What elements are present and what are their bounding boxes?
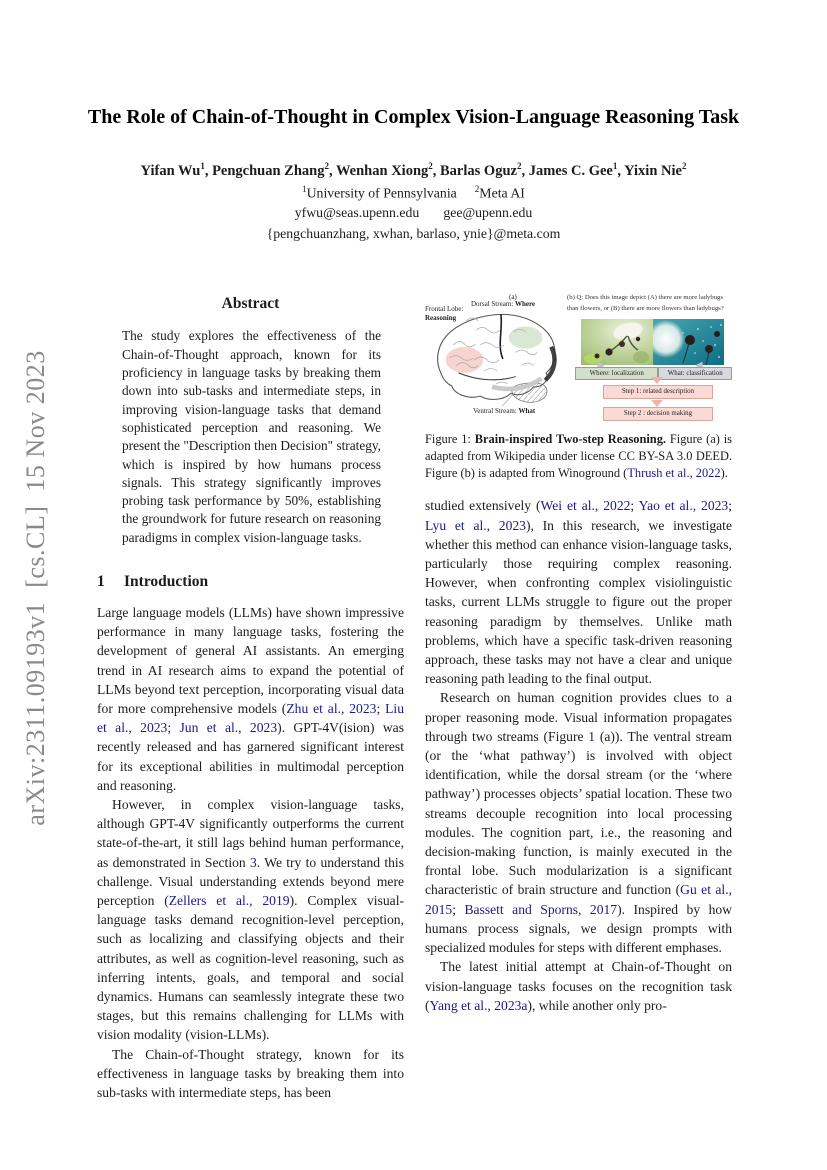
section-number: 1 <box>97 572 105 590</box>
arrow-to-step1 <box>651 377 663 384</box>
citation-link[interactable]: Zellers et al., 2019 <box>168 893 290 909</box>
figure-1a-brain-diagram <box>425 293 565 419</box>
section-title: Introduction <box>124 572 209 590</box>
ventral-stream-label-bold: What <box>518 407 536 416</box>
figure-question <box>567 293 732 314</box>
what-classification-box: What: classification <box>658 367 732 380</box>
figure-1-caption: Figure 1: Brain-inspired Two-step Reasoning. Figure (a) is adapted from Wikipedia under license CC BY-SA 3.0 DEED. Figure (b) is adapted from Winoground (Thrush et al., 2022). <box>425 432 732 481</box>
abstract-text: The study explores the effectiveness of the Chain-of-Thought approach, known for its proficiency in language tasks by breaking them down into sub-tasks and intermediate steps, in improving vision-language tasks that demand sophisticated perception and reasoning. We present the "Description then Decision" strategy, which is inspired by how humans process signals. This strategy significantly improves probing task performance by 50%, establishing the groundwork for future research on reasoning paradigms in complex vision-language tasks. <box>122 328 381 545</box>
author-name: Barlas Oguz <box>440 162 517 179</box>
panel-a-tag: (a) <box>509 293 517 302</box>
section-heading-introduction <box>97 573 404 591</box>
frontal-lobe-label-bold: Reasoning <box>425 313 457 322</box>
ventral-stream-label-text: Ventral Stream: <box>473 407 519 416</box>
citation-link[interactable]: Bassett and Sporns, 2017 <box>464 901 618 917</box>
affiliation-line: $^1$University of Pennsylvania $^2$Meta AI <box>302 183 525 201</box>
left-column <box>97 293 404 1102</box>
author-name: Wenhan Xiong <box>335 162 429 179</box>
figure-1b-pipeline <box>565 293 732 419</box>
author-line: Yifan Wu$^1$, Pengchuan Zhang$^2$, Wenhan Xiong$^2$, Barlas Oguz$^2$, James C. Gee$^1$, Yixin Nie$^2$ <box>140 161 687 179</box>
frontal-lobe-label-text: Frontal Lobe: <box>425 305 464 314</box>
author-name: Yifan Wu <box>140 162 201 179</box>
citation-link[interactable]: Thrush et al., 2022 <box>627 466 721 481</box>
citation-link[interactable]: 1 <box>588 728 596 744</box>
affiliation-name: Meta AI <box>479 185 525 201</box>
paragraph: The latest initial attempt at Chain-of-Thought on vision-language tasks focuses on the recognition task (Yang et al., 2023a), while another only pro- <box>425 959 732 1013</box>
frontal-lobe-label <box>425 305 463 322</box>
figure-question-line2: than flowers, or (B) there are more flowers than ladybugs? <box>567 304 724 312</box>
figure-1 <box>425 293 732 419</box>
paper-header <box>0 0 827 243</box>
citation-link[interactable]: Yang et al., 2023a <box>429 997 528 1013</box>
paragraph: The Chain-of-Thought strategy, known for its effectiveness in language tasks by breaking them into sub-tasks with intermediate steps, has been <box>97 1046 404 1101</box>
affiliation-name: University of Pennsylvania <box>306 185 457 201</box>
citation-link[interactable]: Lyu et al., 2023 <box>425 517 526 533</box>
two-column-body <box>0 293 827 1102</box>
email-line-2: {pengchuanzhang, xwhan, barlaso, ynie}@meta.com <box>266 226 561 242</box>
right-column <box>425 293 732 1102</box>
citation-link[interactable]: Jun et al., 2023 <box>179 720 278 736</box>
author-name: James C. Gee <box>528 162 613 179</box>
citation-link[interactable]: Liu et al., 2023 <box>97 701 404 736</box>
paragraph: Research on human cognition provides clues to a proper reasoning mode. Visual information propagates through two streams (Figure 1 (a)). The ventral stream (or the ‘what pathway’) is involved with object identification, while the dorsal stream (or the ‘where pathway’) processes objects’ spatial location. These two streams decouple recognition into local processing modules. The cognition part, i.e., the reasoning and decision-making function, is mainly executed in the frontal lobe. Such modularization is a significant characteristic of brain structure and function (Gu et al., 2015; Bassett and Sporns, 2017). Inspired by how humans process signals, we design prompts with specialized modules for steps with different emphases. <box>425 690 732 956</box>
dorsal-stream-label <box>471 300 535 309</box>
citation-link[interactable]: Gu et al., 2015 <box>425 882 732 917</box>
right-column-paragraphs <box>425 496 732 1014</box>
ladybug-photo-left <box>581 319 653 365</box>
paragraph: However, in complex vision-language tasks, although GPT-4V significantly outperforms the current state-of-the-art, it still lags behind human performance, as demonstrated in Section 3. We try to understand this challenge. Visual understanding extends beyond mere perception (Zellers et al., 2019). Complex visual-language tasks demand recognition-level perception, such as localizing and classifying objects and their attributes, as well as cognition-level reasoning, such as inferring intents, goals, and temporal and social dynamics. Humans can seamlessly integrate these two stages, but this remains challenging for LLMs with vision modality (vision-LLMs). <box>97 797 405 1043</box>
sylvian-fissure <box>459 373 516 380</box>
ventral-stream-label <box>473 407 535 416</box>
bold-text: Brain-inspired Two-step Reasoning. <box>474 432 666 447</box>
central-sulcus <box>500 315 503 360</box>
ventral-label-pointer <box>502 392 516 407</box>
arxiv-watermark: arXiv:2311.09193v1 [cs.CL] 15 Nov 2023 <box>21 350 50 826</box>
where-localization-box: Where: localization <box>575 367 658 380</box>
author-name: Yixin Nie <box>624 162 682 179</box>
step1-box: Step 1: related description <box>603 385 713 399</box>
dorsal-stream-label-text: Dorsal Stream: <box>471 300 515 309</box>
step2-box: Step 2 : decision making <box>603 407 713 421</box>
email-line-1 <box>0 203 827 222</box>
arrow-to-step2 <box>651 400 663 407</box>
dorsal-stream-highlight <box>509 327 543 349</box>
email-second: gee@upenn.edu <box>443 205 533 221</box>
left-column-paragraphs <box>97 603 404 1102</box>
paragraph: studied extensively (Wei et al., 2022; Yao et al., 2023; Lyu et al., 2023), In this research, we investigate whether this method can enhance vision-language tasks, particularly those requiring complex reasoning. However, when confronting complex visiolinguistic tasks, current LLMs struggle to figure out the proper reasoning paradigm by themselves. Unlike math problems, which have a specific task-driven reasoning approach, these tasks may not have a clear and unique reasoning path leading to the final output. <box>425 498 733 687</box>
abstract-heading: Abstract <box>221 295 280 313</box>
citation-link[interactable]: Yao et al., 2023 <box>638 498 729 514</box>
citation-link[interactable]: Wei et al., 2022 <box>540 498 631 514</box>
citation-link[interactable]: 3 <box>249 854 257 870</box>
dorsal-stream-label-bold: Where <box>514 300 536 309</box>
author-name: Pengchuan Zhang <box>212 162 325 179</box>
citation-link[interactable]: Zhu et al., 2023 <box>286 701 377 716</box>
example-photos <box>581 319 724 365</box>
figure-question-line1: (b) Q: Does this image depict (A) there are more ladybugs <box>567 294 723 302</box>
paper-title: The Role of Chain-of-Thought in Complex Vision-Language Reasoning Task <box>87 106 740 128</box>
email-first: yfwu@seas.upenn.edu <box>294 205 420 221</box>
ladybug-photo-right <box>653 319 724 365</box>
paragraph: Large language models (LLMs) have shown impressive performance in many language tasks, fostering the development of general AI assistants. An emerging trend in AI research aims to expand the potential of LLMs beyond text perception, incorporating visual data for more comprehensive models (Zhu et al., 2023; Liu et al., 2023; Jun et al., 2023). GPT-4V(ision) was recently released and has garnered significant interest for its exceptional abilities in multimodal perception and reasoning. <box>97 604 404 793</box>
